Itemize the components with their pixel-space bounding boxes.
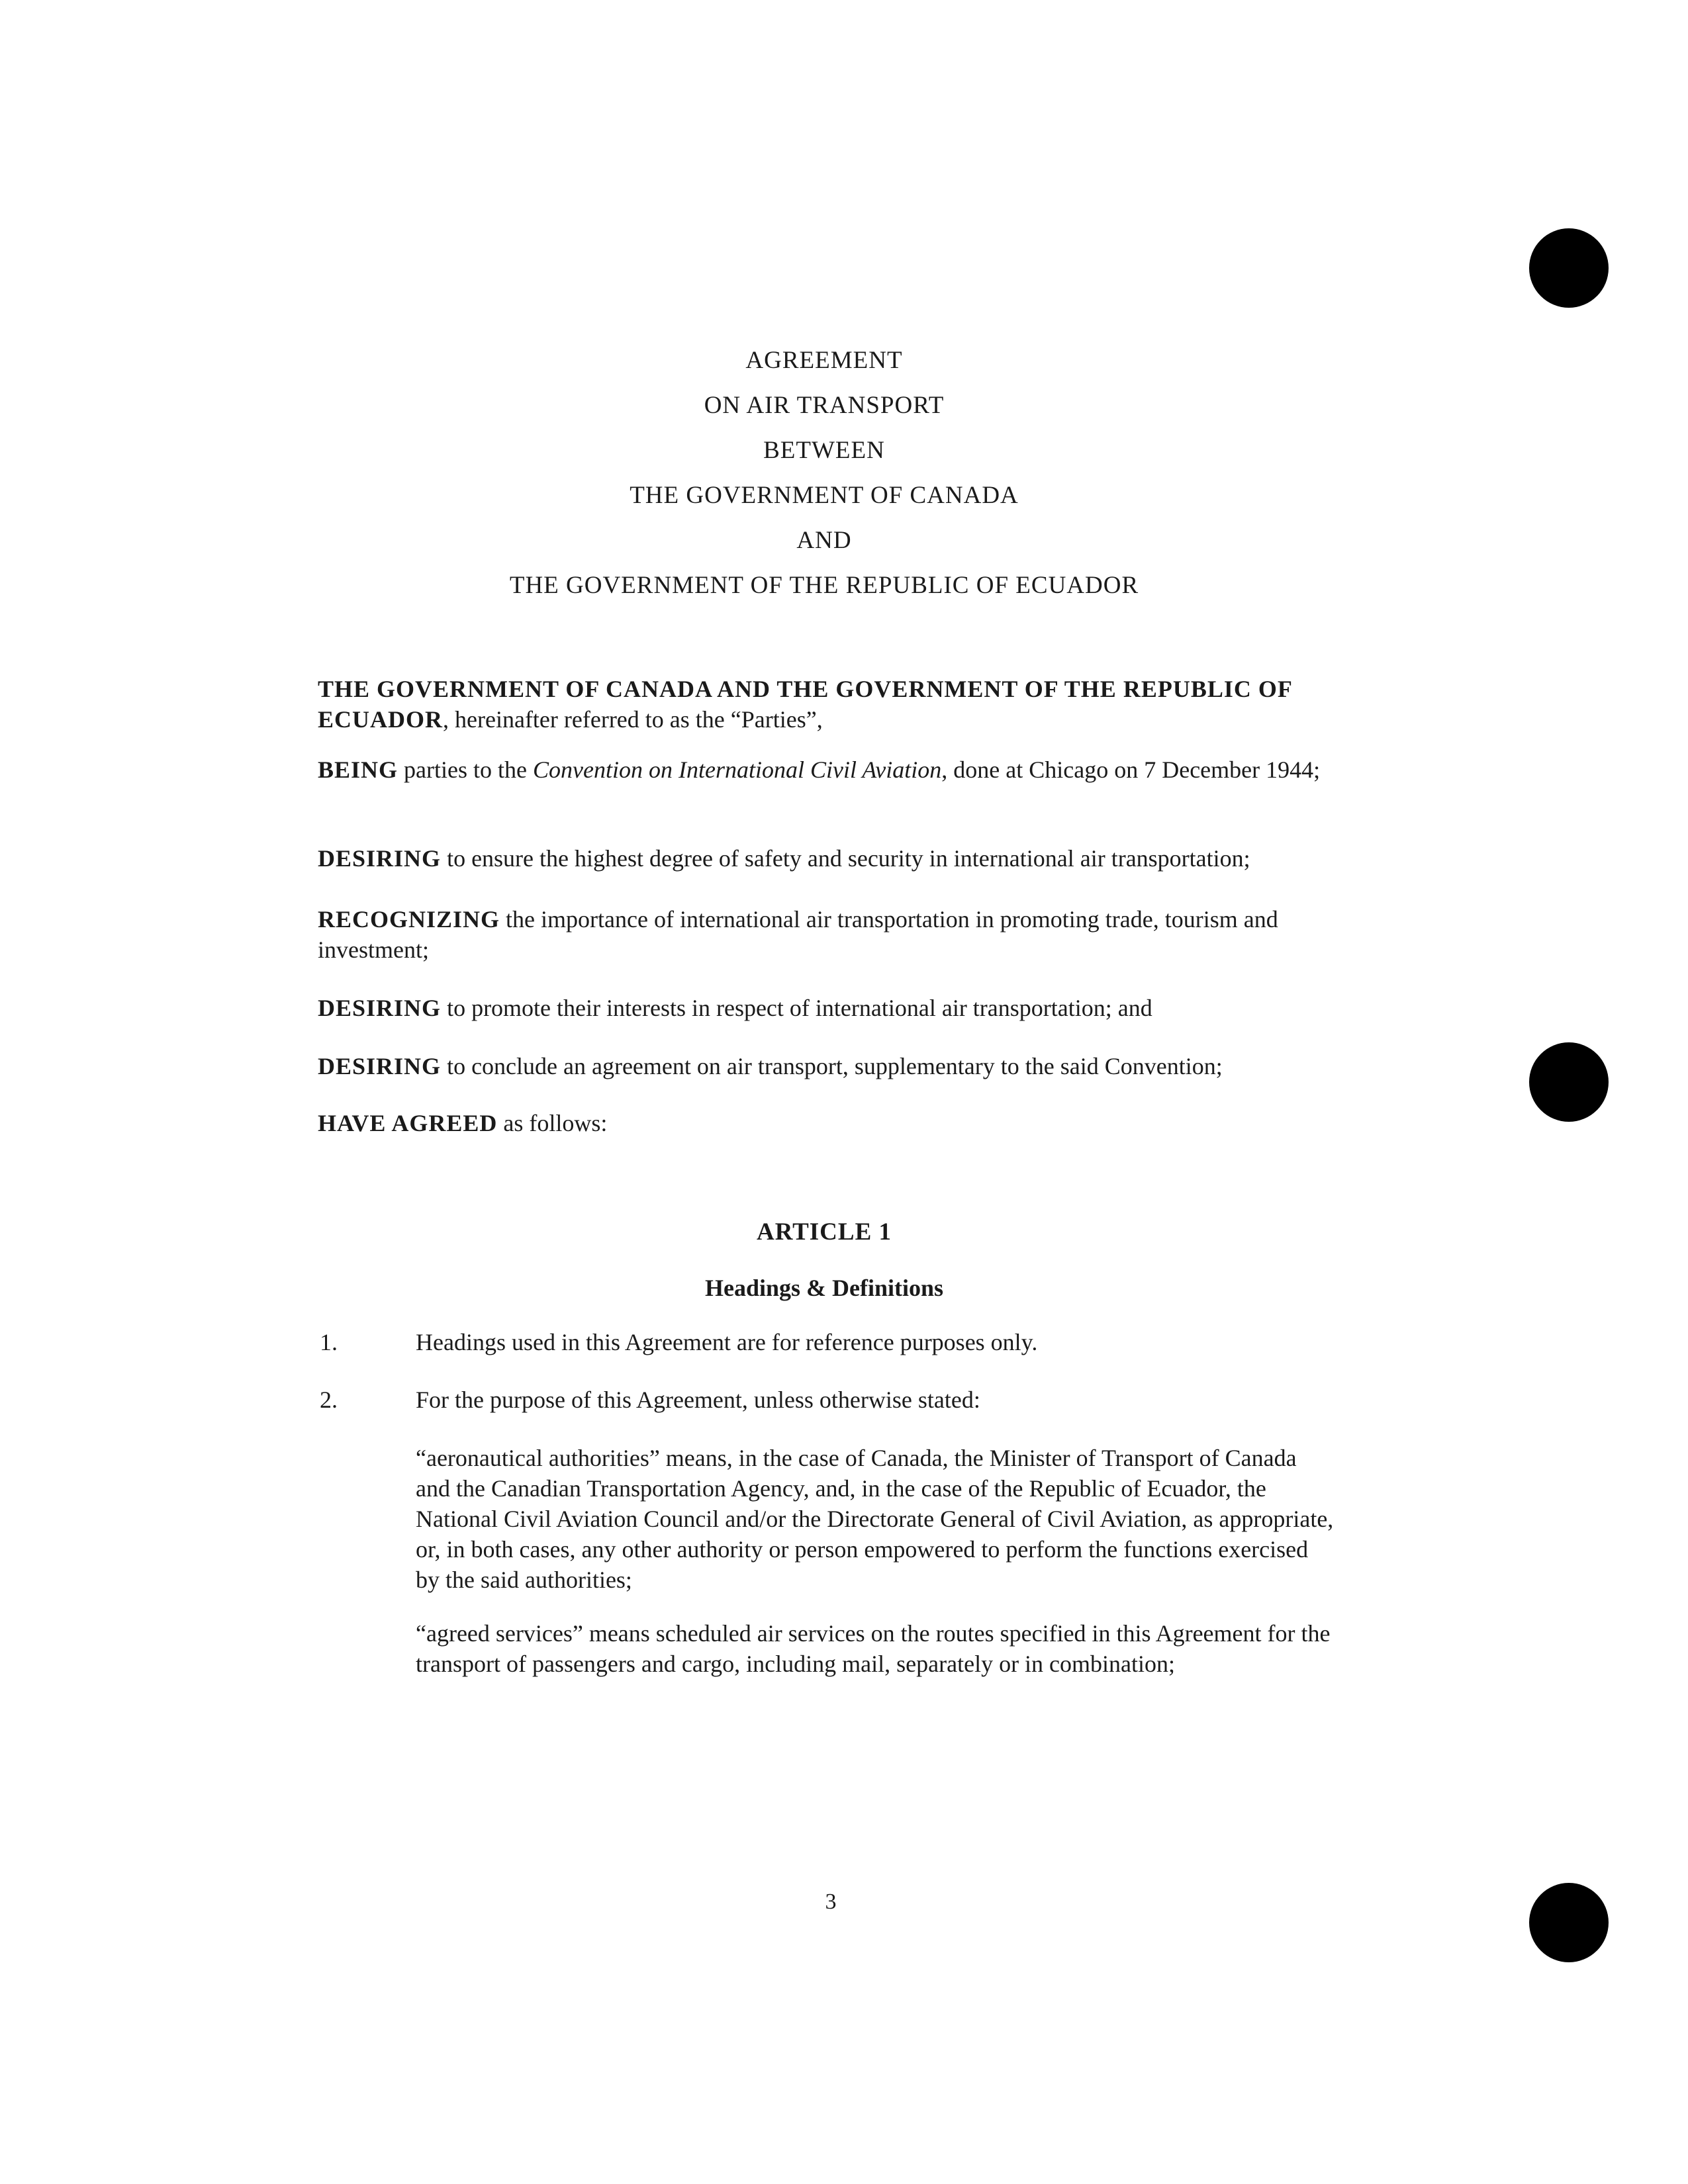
definition-agreed-services: “agreed services” means scheduled air services on the routes specified in this Agreement for the transport of passengers and cargo, including mail, separately or in combination;: [416, 1620, 1331, 1677]
being-text: parties to the: [398, 756, 533, 783]
item-text: Headings used in this Agreement are for reference purposes only.: [416, 1329, 1038, 1355]
preamble-desiring-interests: [318, 993, 1337, 1023]
being-bold: BEING: [318, 756, 399, 783]
desiring-bold: DESIRING: [318, 1053, 442, 1079]
agreement-title: [0, 344, 1648, 614]
preamble-desiring-agreement: [318, 1051, 1337, 1081]
parties-text: , hereinafter referred to as the “Parties”,: [443, 706, 823, 733]
definition-aeronautical-authorities: “aeronautical authorities” means, in the case of Canada, the Minister of Transport of Canada and the Canadian Transportation Agency, and, in the case of the Republic of Ecuador, the National Civil Aviation Council and/or the Directorate General of Civil Aviation, as appropriate, or, in both cases, any other authority or person empowered to perform the functions exercised by the said authorities;: [416, 1445, 1334, 1593]
title-line: THE GOVERNMENT OF THE REPUBLIC OF ECUADOR: [509, 572, 1139, 599]
title-line: BETWEEN: [763, 437, 885, 464]
preamble-being: [318, 754, 1337, 785]
punch-hole-top: [1529, 228, 1609, 308]
punch-hole-middle: [1529, 1042, 1609, 1122]
desiring-text: to ensure the highest degree of safety and security in international air transportation;: [441, 845, 1250, 872]
article-heading: Headings & Definitions: [704, 1275, 944, 1301]
parties-bold: THE GOVERNMENT OF CANADA AND THE GOVERNMENT OF THE REPUBLIC OF ECUADOR: [318, 676, 1292, 733]
desiring-bold: DESIRING: [318, 845, 442, 872]
have-agreed-text: as follows:: [497, 1110, 608, 1136]
recognizing-text: the importance of international air transportation in promoting trade, tourism and investment;: [318, 906, 1278, 963]
item-text: For the purpose of this Agreement, unless otherwise stated:: [416, 1387, 980, 1413]
convention-title: Convention on International Civil Aviation: [533, 756, 942, 783]
desiring-bold: DESIRING: [318, 995, 442, 1021]
recognizing-bold: RECOGNIZING: [318, 906, 500, 933]
title-line: AND: [796, 527, 852, 554]
title-line: AGREEMENT: [745, 347, 903, 374]
page-number: 3: [825, 1889, 837, 1914]
have-agreed-bold: HAVE AGREED: [318, 1110, 498, 1136]
item-number: 1.: [320, 1329, 338, 1355]
preamble-recognizing: [318, 904, 1337, 965]
being-text-after: , done at Chicago on 7 December 1944;: [941, 756, 1321, 783]
desiring-text: to conclude an agreement on air transport, supplementary to the said Convention;: [441, 1053, 1223, 1079]
item-number: 2.: [320, 1387, 338, 1413]
preamble-have-agreed: [318, 1108, 1337, 1138]
title-line: THE GOVERNMENT OF CANADA: [630, 482, 1019, 509]
preamble-desiring-safety: [318, 843, 1337, 874]
title-line: ON AIR TRANSPORT: [704, 392, 945, 419]
article-number: ARTICLE 1: [756, 1218, 892, 1246]
preamble-parties: [318, 674, 1337, 735]
desiring-text: to promote their interests in respect of international air transportation; and: [441, 995, 1152, 1021]
